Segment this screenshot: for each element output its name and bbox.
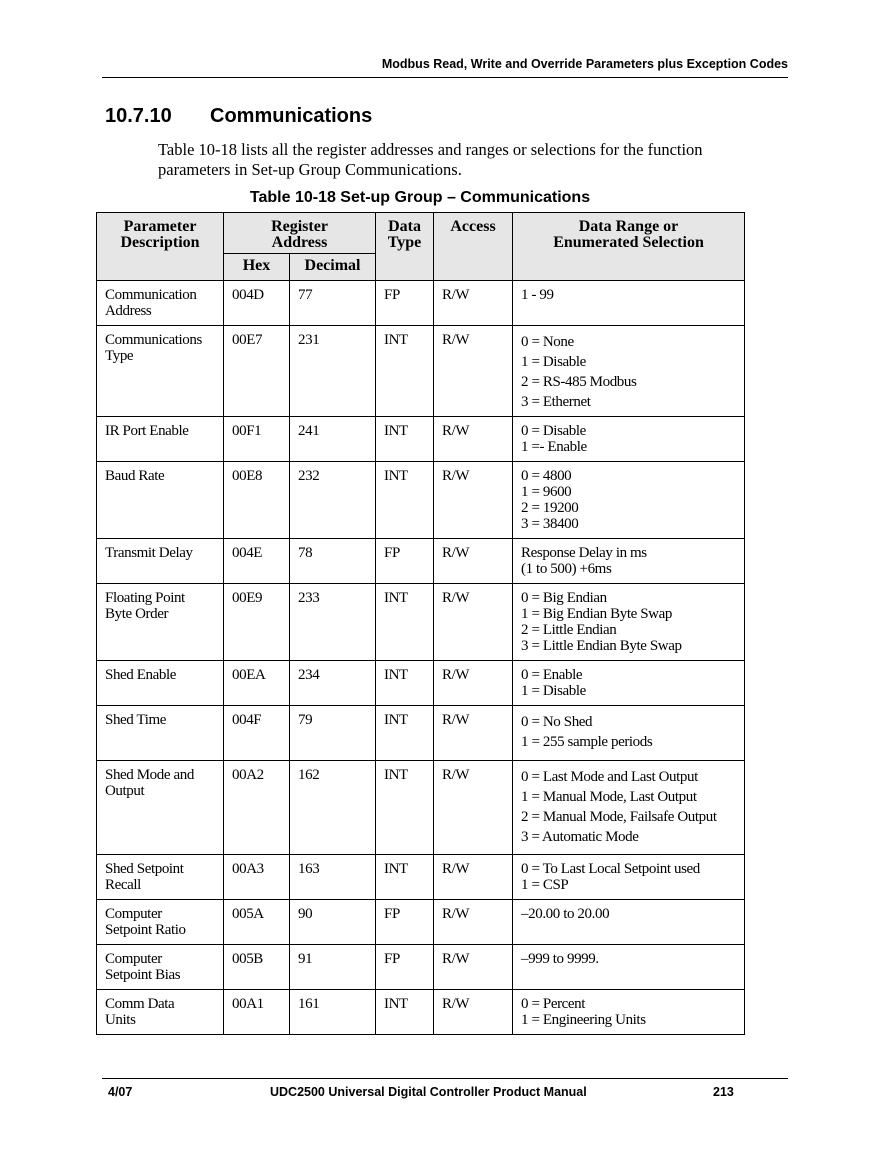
cell-data-range: 0 = To Last Local Setpoint used 1 = CSP: [513, 855, 745, 900]
cell-parameter-description: Communications Type: [97, 326, 224, 417]
header-parameter-description: Parameter Description: [97, 213, 224, 281]
cell-hex: 00A2: [224, 761, 290, 855]
table-body: [97, 281, 745, 1035]
cell-data-range: 0 = No Shed 1 = 255 sample periods: [513, 706, 745, 761]
table-row: [97, 281, 745, 326]
footer-manual-title: UDC2500 Universal Digital Controller Product Manual: [270, 1085, 587, 1099]
cell-hex: 00E7: [224, 326, 290, 417]
cell-hex: 00A3: [224, 855, 290, 900]
cell-decimal: 90: [290, 900, 376, 945]
cell-data-type: FP: [376, 945, 434, 990]
cell-decimal: 232: [290, 462, 376, 539]
cell-hex: 00E8: [224, 462, 290, 539]
cell-data-range: 0 = Percent 1 = Engineering Units: [513, 990, 745, 1035]
cell-access: R/W: [434, 539, 513, 584]
cell-access: R/W: [434, 945, 513, 990]
cell-data-range: 0 = Last Mode and Last Output 1 = Manual Mode, Last Output 2 = Manual Mode, Failsafe Output 3 = Automatic Mode: [513, 761, 745, 855]
cell-data-type: INT: [376, 584, 434, 661]
cell-access: R/W: [434, 417, 513, 462]
table-row: [97, 661, 745, 706]
table-row: [97, 706, 745, 761]
cell-data-type: INT: [376, 462, 434, 539]
table-row: [97, 539, 745, 584]
cell-parameter-description: Shed Enable: [97, 661, 224, 706]
cell-data-range: 0 = Disable 1 =- Enable: [513, 417, 745, 462]
cell-access: R/W: [434, 584, 513, 661]
table-row: [97, 855, 745, 900]
cell-hex: 004E: [224, 539, 290, 584]
cell-hex: 005A: [224, 900, 290, 945]
cell-parameter-description: IR Port Enable: [97, 417, 224, 462]
cell-hex: 00A1: [224, 990, 290, 1035]
cell-data-range: 0 = 4800 1 = 9600 2 = 19200 3 = 38400: [513, 462, 745, 539]
cell-decimal: 91: [290, 945, 376, 990]
cell-decimal: 233: [290, 584, 376, 661]
cell-access: R/W: [434, 990, 513, 1035]
table-row: [97, 990, 745, 1035]
cell-parameter-description: Shed Setpoint Recall: [97, 855, 224, 900]
header-rule: [102, 77, 788, 78]
cell-data-range: –20.00 to 20.00: [513, 900, 745, 945]
cell-decimal: 163: [290, 855, 376, 900]
cell-data-type: INT: [376, 706, 434, 761]
register-table: [96, 212, 745, 1035]
cell-data-range: Response Delay in ms (1 to 500) +6ms: [513, 539, 745, 584]
cell-parameter-description: Transmit Delay: [97, 539, 224, 584]
cell-data-range: –999 to 9999.: [513, 945, 745, 990]
table-row: [97, 900, 745, 945]
cell-parameter-description: Comm Data Units: [97, 990, 224, 1035]
cell-data-type: INT: [376, 990, 434, 1035]
intro-paragraph: Table 10-18 lists all the register addresses and ranges or selections for the function parameters in Set-up Group Communications.: [158, 140, 703, 179]
cell-data-range: 0 = None 1 = Disable 2 = RS-485 Modbus 3 = Ethernet: [513, 326, 745, 417]
cell-access: R/W: [434, 855, 513, 900]
table-row: [97, 945, 745, 990]
cell-parameter-description: Floating Point Byte Order: [97, 584, 224, 661]
cell-access: R/W: [434, 761, 513, 855]
cell-access: R/W: [434, 326, 513, 417]
header-data-type: Data Type: [376, 213, 434, 281]
cell-access: R/W: [434, 900, 513, 945]
cell-data-range: 0 = Big Endian 1 = Big Endian Byte Swap 2 = Little Endian 3 = Little Endian Byte Swap: [513, 584, 745, 661]
cell-parameter-description: Shed Mode and Output: [97, 761, 224, 855]
cell-hex: 00EA: [224, 661, 290, 706]
cell-decimal: 231: [290, 326, 376, 417]
cell-decimal: 77: [290, 281, 376, 326]
cell-data-type: INT: [376, 661, 434, 706]
header-access: Access: [434, 213, 513, 281]
cell-parameter-description: Shed Time: [97, 706, 224, 761]
cell-data-type: FP: [376, 539, 434, 584]
table-row: [97, 417, 745, 462]
cell-parameter-description: Computer Setpoint Ratio: [97, 900, 224, 945]
table-header-row: [97, 213, 745, 254]
table-row: [97, 326, 745, 417]
section-number: 10.7.10: [105, 105, 172, 127]
footer-rule: [102, 1078, 788, 1079]
cell-hex: 00F1: [224, 417, 290, 462]
section-heading: [105, 105, 372, 128]
section-title: Communications: [210, 105, 373, 127]
cell-hex: 00E9: [224, 584, 290, 661]
header-register-address: Register Address: [224, 213, 376, 254]
cell-decimal: 234: [290, 661, 376, 706]
cell-hex: 004D: [224, 281, 290, 326]
cell-data-type: INT: [376, 761, 434, 855]
cell-data-type: INT: [376, 855, 434, 900]
header-hex: Hex: [224, 254, 290, 281]
cell-parameter-description: Computer Setpoint Bias: [97, 945, 224, 990]
table-caption: Table 10-18 Set-up Group – Communications: [249, 189, 591, 206]
header-decimal: Decimal: [290, 254, 376, 281]
cell-decimal: 78: [290, 539, 376, 584]
table-row: [97, 761, 745, 855]
cell-access: R/W: [434, 661, 513, 706]
cell-parameter-description: Communication Address: [97, 281, 224, 326]
footer-date: 4/07: [108, 1085, 133, 1099]
cell-decimal: 79: [290, 706, 376, 761]
table-row: [97, 462, 745, 539]
table-row: [97, 584, 745, 661]
cell-decimal: 162: [290, 761, 376, 855]
cell-parameter-description: Baud Rate: [97, 462, 224, 539]
cell-data-range: 1 - 99: [513, 281, 745, 326]
cell-hex: 005B: [224, 945, 290, 990]
cell-access: R/W: [434, 706, 513, 761]
running-header: Modbus Read, Write and Override Parameters plus Exception Codes: [381, 57, 788, 71]
cell-data-type: INT: [376, 417, 434, 462]
cell-decimal: 241: [290, 417, 376, 462]
cell-access: R/W: [434, 281, 513, 326]
cell-data-range: 0 = Enable 1 = Disable: [513, 661, 745, 706]
cell-data-type: INT: [376, 326, 434, 417]
cell-data-type: FP: [376, 900, 434, 945]
cell-access: R/W: [434, 462, 513, 539]
cell-hex: 004F: [224, 706, 290, 761]
header-data-range: Data Range or Enumerated Selection: [513, 213, 745, 281]
footer-page-number: 213: [713, 1085, 734, 1099]
cell-data-type: FP: [376, 281, 434, 326]
cell-decimal: 161: [290, 990, 376, 1035]
